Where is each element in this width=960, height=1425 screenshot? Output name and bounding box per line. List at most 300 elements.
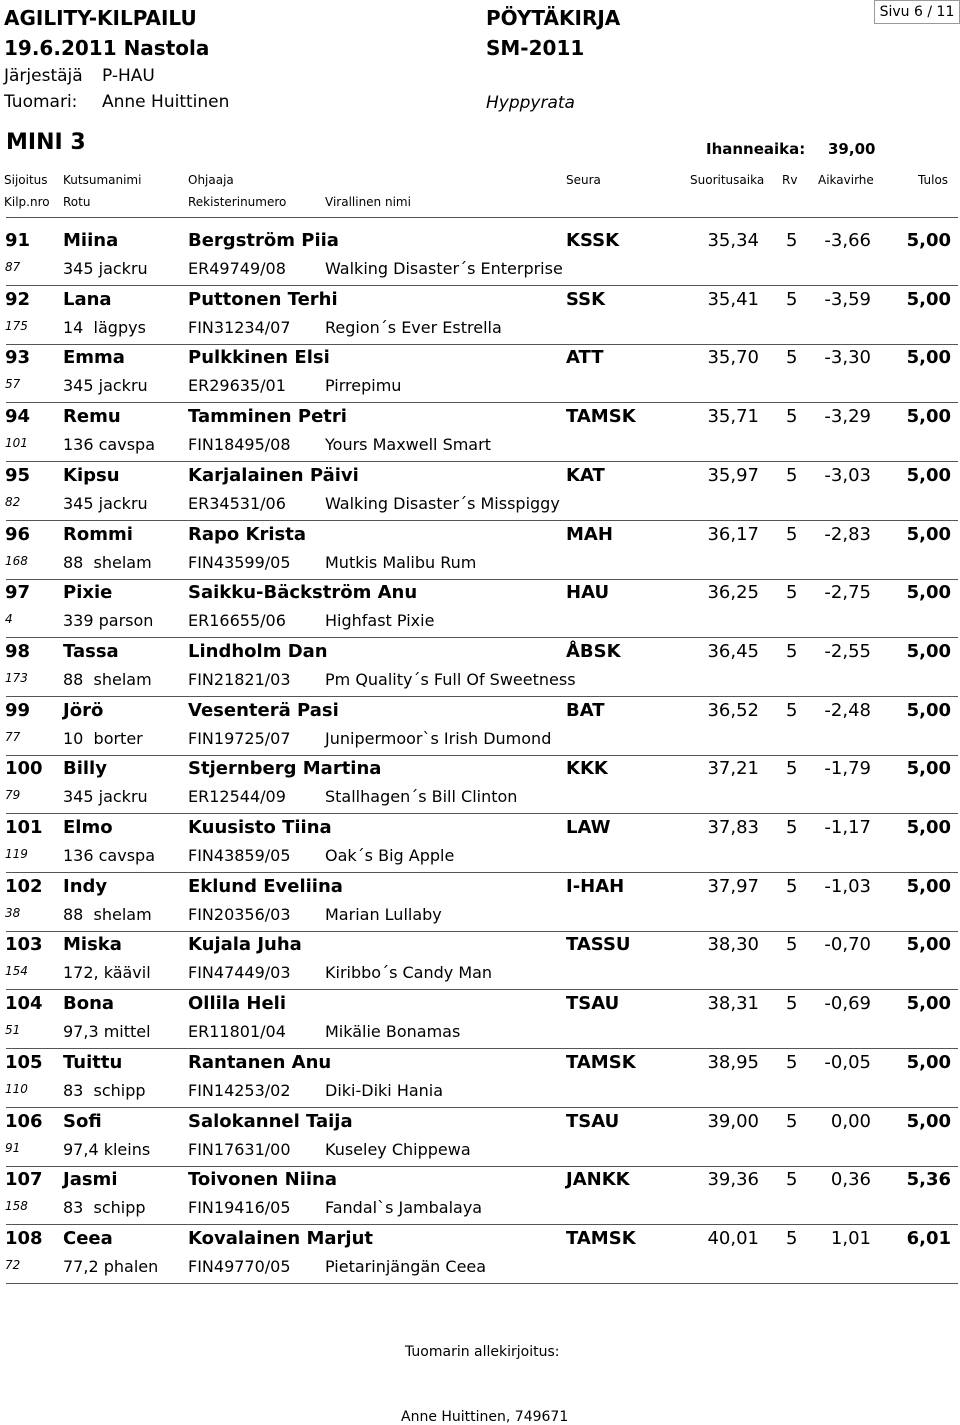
- registration-number: ER49749/08: [188, 259, 286, 278]
- dog-name: Jasmi: [63, 1169, 118, 1190]
- place: 98: [5, 641, 31, 662]
- faults: 5: [786, 1052, 798, 1073]
- result: 5,00: [906, 582, 951, 603]
- table-row: [0, 698, 960, 756]
- time-fault: -0,69: [824, 993, 871, 1014]
- handler: Rapo Krista: [188, 524, 306, 545]
- handler: Ollila Heli: [188, 993, 287, 1014]
- breed: 345 jackru: [63, 376, 148, 395]
- registration-number: FIN14253/02: [188, 1081, 291, 1100]
- registration-number: FIN31234/07: [188, 318, 291, 337]
- dog-name: Miska: [63, 934, 122, 955]
- run-time: 36,17: [707, 524, 759, 545]
- row-main: [0, 1226, 960, 1254]
- faults: 5: [786, 465, 798, 486]
- club: I-HAH: [566, 876, 625, 897]
- registration-number: ER29635/01: [188, 376, 286, 395]
- row-main: [0, 287, 960, 315]
- faults: 5: [786, 1228, 798, 1249]
- result: 5,00: [906, 641, 951, 662]
- table-row: [0, 756, 960, 814]
- club: KAT: [566, 465, 605, 486]
- breed: 339 parson: [63, 611, 154, 630]
- row-main: [0, 1167, 960, 1195]
- row-divider: [6, 813, 958, 814]
- handler: Karjalainen Päivi: [188, 465, 359, 486]
- col-header-reg: Rekisterinumero: [188, 195, 287, 209]
- run-time: 36,45: [707, 641, 759, 662]
- official-name: Highfast Pixie: [325, 611, 435, 630]
- result: 5,00: [906, 1111, 951, 1132]
- official-name: Marian Lullaby: [325, 905, 442, 924]
- handler: Stjernberg Martina: [188, 758, 382, 779]
- table-row: [0, 345, 960, 403]
- event-title: AGILITY-KILPAILU: [4, 6, 197, 30]
- row-divider: [6, 461, 958, 462]
- official-name: Mikälie Bonamas: [325, 1022, 461, 1041]
- ideal-time-label: Ihanneaika:: [706, 140, 806, 158]
- run-time: 38,30: [707, 934, 759, 955]
- class-name: MINI 3: [6, 130, 86, 155]
- breed: 14 lägpys: [63, 318, 146, 337]
- result: 5,00: [906, 817, 951, 838]
- time-fault: 0,36: [830, 1169, 871, 1190]
- dog-name: Elmo: [63, 817, 113, 838]
- faults: 5: [786, 641, 798, 662]
- place: 102: [5, 876, 43, 897]
- result: 5,00: [906, 406, 951, 427]
- club: LAW: [566, 817, 611, 838]
- dog-name: Sofi: [63, 1111, 102, 1132]
- faults: 5: [786, 934, 798, 955]
- time-fault: -1,03: [824, 876, 871, 897]
- row-divider: [6, 872, 958, 873]
- judge-name: Anne Huittinen: [102, 92, 230, 112]
- official-name: Pm Quality´s Full Of Sweetness: [325, 670, 576, 689]
- competitor-number: 77: [5, 730, 21, 744]
- time-fault: -3,30: [824, 347, 871, 368]
- table-row: [0, 463, 960, 521]
- row-main: [0, 522, 960, 550]
- col-header-place: Sijoitus: [4, 173, 48, 187]
- course-type: Hyppyrata: [486, 93, 575, 113]
- official-name: Mutkis Malibu Rum: [325, 553, 477, 572]
- row-details: [0, 1018, 960, 1046]
- handler: Vesenterä Pasi: [188, 700, 339, 721]
- col-header-result: Tulos: [918, 173, 949, 187]
- competitor-number: 79: [5, 788, 21, 802]
- document-type: PÖYTÄKIRJA: [486, 6, 621, 30]
- breed: 77,2 phalen: [63, 1257, 159, 1276]
- official-name: Walking Disaster´s Misspiggy: [325, 494, 560, 513]
- row-main: [0, 345, 960, 373]
- competitor-number: 82: [5, 495, 21, 509]
- breed: 83 schipp: [63, 1198, 146, 1217]
- place: 101: [5, 817, 43, 838]
- place: 96: [5, 524, 31, 545]
- col-header-time-fault: Aikavirhe: [818, 173, 874, 187]
- run-time: 36,52: [707, 700, 759, 721]
- result: 5,00: [906, 230, 951, 251]
- run-time: 39,36: [707, 1169, 759, 1190]
- registration-number: FIN21821/03: [188, 670, 291, 689]
- row-main: [0, 404, 960, 432]
- competitor-number: 154: [5, 964, 28, 978]
- run-time: 39,00: [707, 1111, 759, 1132]
- competitor-number: 110: [5, 1082, 28, 1096]
- result: 5,00: [906, 289, 951, 310]
- faults: 5: [786, 993, 798, 1014]
- registration-number: ER12544/09: [188, 787, 286, 806]
- signer-name: Anne Huittinen, 749671: [401, 1409, 569, 1425]
- row-divider: [6, 1283, 958, 1284]
- breed: 10 borter: [63, 729, 143, 748]
- row-details: [0, 607, 960, 635]
- official-name: Diki-Diki Hania: [325, 1081, 444, 1100]
- row-details: [0, 372, 960, 400]
- result: 5,36: [906, 1169, 951, 1190]
- col-header-breed: Rotu: [63, 195, 91, 209]
- time-fault: -0,70: [824, 934, 871, 955]
- competitor-number: 38: [5, 906, 21, 920]
- dog-name: Rommi: [63, 524, 133, 545]
- run-time: 37,97: [707, 876, 759, 897]
- row-divider: [6, 402, 958, 403]
- registration-number: ER11801/04: [188, 1022, 286, 1041]
- official-name: Oak´s Big Apple: [325, 846, 455, 865]
- competitor-number: 51: [5, 1023, 21, 1037]
- breed: 345 jackru: [63, 259, 148, 278]
- dog-name: Kipsu: [63, 465, 120, 486]
- row-details: [0, 549, 960, 577]
- handler: Eklund Eveliina: [188, 876, 343, 897]
- row-main: [0, 1109, 960, 1137]
- place: 97: [5, 582, 31, 603]
- breed: 97,3 mittel: [63, 1022, 151, 1041]
- place: 99: [5, 700, 31, 721]
- registration-number: ER16655/06: [188, 611, 286, 630]
- time-fault: -0,05: [824, 1052, 871, 1073]
- row-details: [0, 490, 960, 518]
- row-main: [0, 815, 960, 843]
- breed: 172, käävil: [63, 963, 151, 982]
- place: 91: [5, 230, 31, 251]
- table-row: [0, 1167, 960, 1225]
- club: MAH: [566, 524, 613, 545]
- place: 94: [5, 406, 31, 427]
- result: 5,00: [906, 465, 951, 486]
- row-main: [0, 874, 960, 902]
- breed: 136 cavspa: [63, 846, 155, 865]
- row-details: [0, 255, 960, 283]
- dog-name: Miina: [63, 230, 119, 251]
- date-place: 19.6.2011 Nastola: [4, 36, 210, 60]
- row-divider: [6, 1048, 958, 1049]
- ideal-time-value: 39,00: [828, 140, 876, 158]
- col-header-club: Seura: [566, 173, 601, 187]
- dog-name: Jörö: [63, 700, 104, 721]
- faults: 5: [786, 289, 798, 310]
- run-time: 37,83: [707, 817, 759, 838]
- dog-name: Pixie: [63, 582, 113, 603]
- faults: 5: [786, 876, 798, 897]
- competitor-number: 173: [5, 671, 28, 685]
- breed: 97,4 kleins: [63, 1140, 151, 1159]
- run-time: 37,21: [707, 758, 759, 779]
- faults: 5: [786, 1111, 798, 1132]
- col-header-time: Suoritusaika: [690, 173, 765, 187]
- breed: 83 schipp: [63, 1081, 146, 1100]
- official-name: Kiribbo´s Candy Man: [325, 963, 493, 982]
- dog-name: Billy: [63, 758, 107, 779]
- competitor-number: 158: [5, 1199, 28, 1213]
- row-details: [0, 1136, 960, 1164]
- row-divider: [6, 285, 958, 286]
- competitor-number: 57: [5, 377, 21, 391]
- table-row: [0, 815, 960, 873]
- col-header-name: Kutsumanimi: [63, 173, 142, 187]
- dog-name: Emma: [63, 347, 125, 368]
- place: 108: [5, 1228, 43, 1249]
- official-name: Kuseley Chippewa: [325, 1140, 471, 1159]
- row-details: [0, 1194, 960, 1222]
- handler: Toivonen Niina: [188, 1169, 337, 1190]
- dog-name: Indy: [63, 876, 108, 897]
- place: 100: [5, 758, 43, 779]
- signature-label: Tuomarin allekirjoitus:: [405, 1344, 560, 1360]
- official-name: Region´s Ever Estrella: [325, 318, 502, 337]
- handler: Kovalainen Marjut: [188, 1228, 373, 1249]
- faults: 5: [786, 406, 798, 427]
- place: 104: [5, 993, 43, 1014]
- run-time: 35,34: [707, 230, 759, 251]
- organizer-label: Järjestäjä: [4, 66, 83, 86]
- time-fault: -3,66: [824, 230, 871, 251]
- faults: 5: [786, 524, 798, 545]
- row-divider: [6, 1224, 958, 1225]
- row-divider: [6, 520, 958, 521]
- faults: 5: [786, 347, 798, 368]
- result: 5,00: [906, 1052, 951, 1073]
- row-main: [0, 639, 960, 667]
- club: TSAU: [566, 993, 620, 1014]
- row-details: [0, 1253, 960, 1281]
- competitor-number: 91: [5, 1141, 21, 1155]
- row-details: [0, 314, 960, 342]
- run-time: 38,95: [707, 1052, 759, 1073]
- table-row: [0, 404, 960, 462]
- official-name: Fandal`s Jambalaya: [325, 1198, 483, 1217]
- result: 5,00: [906, 700, 951, 721]
- official-name: Stallhagen´s Bill Clinton: [325, 787, 518, 806]
- handler: Bergström Piia: [188, 230, 339, 251]
- run-time: 35,41: [707, 289, 759, 310]
- table-row: [0, 228, 960, 286]
- row-main: [0, 228, 960, 256]
- col-header-handler: Ohjaaja: [188, 173, 234, 187]
- result: 5,00: [906, 347, 951, 368]
- club: KSSK: [566, 230, 620, 251]
- breed: 88 shelam: [63, 670, 152, 689]
- competition-name: SM-2011: [486, 36, 585, 60]
- club: KKK: [566, 758, 608, 779]
- time-fault: -2,75: [824, 582, 871, 603]
- dog-name: Remu: [63, 406, 121, 427]
- dog-name: Bona: [63, 993, 115, 1014]
- time-fault: -1,79: [824, 758, 871, 779]
- breed: 88 shelam: [63, 905, 152, 924]
- time-fault: -1,17: [824, 817, 871, 838]
- handler: Tamminen Petri: [188, 406, 347, 427]
- row-main: [0, 991, 960, 1019]
- organizer: P-HAU: [102, 66, 155, 86]
- col-header-official-name: Virallinen nimi: [325, 195, 411, 209]
- official-name: Pietarinjängän Ceea: [325, 1257, 487, 1276]
- row-divider: [6, 1107, 958, 1108]
- competitor-number: 168: [5, 554, 28, 568]
- club: ÅBSK: [566, 641, 621, 662]
- breed: 88 shelam: [63, 553, 152, 572]
- competitor-number: 175: [5, 319, 28, 333]
- place: 103: [5, 934, 43, 955]
- time-fault: -3,29: [824, 406, 871, 427]
- table-row: [0, 639, 960, 697]
- time-fault: -3,59: [824, 289, 871, 310]
- competitor-number: 72: [5, 1258, 21, 1272]
- faults: 5: [786, 758, 798, 779]
- competitor-number: 119: [5, 847, 28, 861]
- row-divider: [6, 989, 958, 990]
- result: 5,00: [906, 524, 951, 545]
- result: 6,01: [906, 1228, 951, 1249]
- result: 5,00: [906, 758, 951, 779]
- table-row: [0, 287, 960, 345]
- registration-number: FIN19416/05: [188, 1198, 291, 1217]
- table-row: [0, 874, 960, 932]
- row-details: [0, 783, 960, 811]
- row-details: [0, 725, 960, 753]
- place: 106: [5, 1111, 43, 1132]
- faults: 5: [786, 582, 798, 603]
- run-time: 38,31: [707, 993, 759, 1014]
- dog-name: Ceea: [63, 1228, 113, 1249]
- official-name: Walking Disaster´s Enterprise: [325, 259, 563, 278]
- row-details: [0, 842, 960, 870]
- registration-number: FIN47449/03: [188, 963, 291, 982]
- table-row: [0, 1109, 960, 1167]
- faults: 5: [786, 700, 798, 721]
- registration-number: FIN19725/07: [188, 729, 291, 748]
- place: 93: [5, 347, 31, 368]
- time-fault: -2,83: [824, 524, 871, 545]
- time-fault: 0,00: [830, 1111, 871, 1132]
- table-row: [0, 932, 960, 990]
- faults: 5: [786, 817, 798, 838]
- row-details: [0, 1077, 960, 1105]
- judge-label: Tuomari:: [4, 92, 78, 112]
- handler: Lindholm Dan: [188, 641, 328, 662]
- row-main: [0, 1050, 960, 1078]
- handler: Saikku-Bäckström Anu: [188, 582, 418, 603]
- page-indicator: Sivu 6 / 11: [874, 0, 960, 24]
- breed: 136 cavspa: [63, 435, 155, 454]
- club: HAU: [566, 582, 610, 603]
- club: TAMSK: [566, 1228, 636, 1249]
- run-time: 35,97: [707, 465, 759, 486]
- registration-number: FIN18495/08: [188, 435, 291, 454]
- club: TAMSK: [566, 406, 636, 427]
- row-main: [0, 463, 960, 491]
- competitor-number: 101: [5, 436, 28, 450]
- col-header-faults: Rv: [782, 173, 798, 187]
- dog-name: Lana: [63, 289, 112, 310]
- row-divider: [6, 637, 958, 638]
- club: ATT: [566, 347, 604, 368]
- time-fault: -3,03: [824, 465, 871, 486]
- club: TSAU: [566, 1111, 620, 1132]
- official-name: Yours Maxwell Smart: [325, 435, 491, 454]
- breed: 345 jackru: [63, 787, 148, 806]
- col-header-kilpnro: Kilp.nro: [4, 195, 50, 209]
- result: 5,00: [906, 934, 951, 955]
- run-time: 35,71: [707, 406, 759, 427]
- handler: Kuusisto Tiina: [188, 817, 332, 838]
- time-fault: 1,01: [830, 1228, 871, 1249]
- breed: 345 jackru: [63, 494, 148, 513]
- row-main: [0, 932, 960, 960]
- place: 107: [5, 1169, 43, 1190]
- handler: Rantanen Anu: [188, 1052, 332, 1073]
- club: TAMSK: [566, 1052, 636, 1073]
- row-details: [0, 666, 960, 694]
- registration-number: FIN49770/05: [188, 1257, 291, 1276]
- club: JANKK: [566, 1169, 630, 1190]
- faults: 5: [786, 230, 798, 251]
- table-row: [0, 1050, 960, 1108]
- registration-number: ER34531/06: [188, 494, 286, 513]
- table-row: [0, 522, 960, 580]
- table-row: [0, 991, 960, 1049]
- registration-number: FIN17631/00: [188, 1140, 291, 1159]
- time-fault: -2,55: [824, 641, 871, 662]
- registration-number: FIN20356/03: [188, 905, 291, 924]
- row-details: [0, 431, 960, 459]
- run-time: 40,01: [707, 1228, 759, 1249]
- row-main: [0, 756, 960, 784]
- table-row: [0, 1226, 960, 1284]
- result: 5,00: [906, 993, 951, 1014]
- official-name: Junipermoor`s Irish Dumond: [325, 729, 552, 748]
- row-main: [0, 580, 960, 608]
- place: 92: [5, 289, 31, 310]
- time-fault: -2,48: [824, 700, 871, 721]
- place: 105: [5, 1052, 43, 1073]
- club: TASSU: [566, 934, 631, 955]
- row-divider: [6, 696, 958, 697]
- dog-name: Tassa: [63, 641, 119, 662]
- header-divider: [6, 217, 958, 218]
- row-details: [0, 959, 960, 987]
- club: SSK: [566, 289, 606, 310]
- run-time: 35,70: [707, 347, 759, 368]
- table-row: [0, 580, 960, 638]
- handler: Kujala Juha: [188, 934, 302, 955]
- club: BAT: [566, 700, 605, 721]
- row-main: [0, 698, 960, 726]
- handler: Puttonen Terhi: [188, 289, 338, 310]
- faults: 5: [786, 1169, 798, 1190]
- run-time: 36,25: [707, 582, 759, 603]
